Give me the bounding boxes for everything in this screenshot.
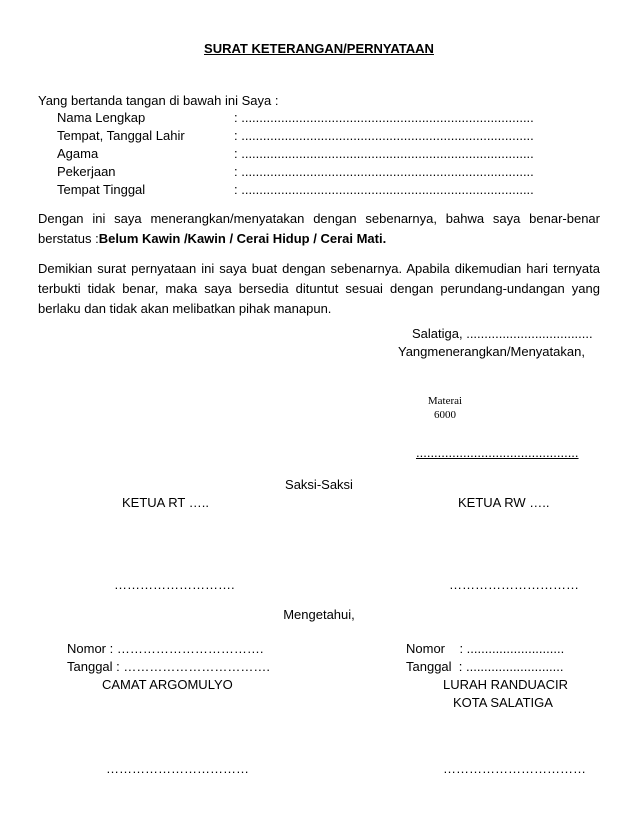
marital-status-options: Belum Kawin /Kawin / Cerai Hidup / Cerai Mati. — [98, 231, 387, 246]
field-value-birth: : ................................................................................. — [234, 128, 534, 143]
field-value-religion: : ................................................................................. — [234, 146, 534, 161]
witness-rw-sign-line: ………………………… — [449, 577, 579, 592]
lurah-nomor: Nomor : ........................... — [406, 641, 565, 656]
field-value-name: : ................................................................................. — [234, 110, 534, 125]
witness-rt-title: KETUA RT ….. — [122, 495, 209, 510]
place-date: Salatiga, ................................... — [412, 326, 593, 341]
lurah-title: LURAH RANDUACIR — [443, 677, 568, 692]
witnesses-heading: Saksi-Saksi — [285, 477, 353, 492]
witness-rt-sign-line: ………………………. — [114, 577, 235, 592]
camat-tanggal: Tanggal : ……………………………. — [67, 659, 270, 674]
status-statement-text: Dengan ini saya menerangkan/menyatakan dengan sebenarnya, bahwa saya benar-benar berstatus : — [38, 211, 600, 246]
intro-text: Yang bertanda tangan di bawah ini Saya : — [38, 93, 279, 108]
closing-paragraph: Demikian surat pernyataan ini saya buat dengan sebenarnya. Apabila dikemudian hari ternyata terbukti tidak benar, maka saya bersedia dituntut sesuai dengan perundang-undangan yang berlaku dan tidak akan melibatkan pihak manapun. — [38, 261, 600, 316]
document-title: SURAT KETERANGAN/PERNYATAAN — [204, 41, 434, 56]
acknowledged-heading: Mengetahui, — [283, 607, 355, 622]
field-label-name: Nama Lengkap — [57, 110, 146, 125]
field-label-birth: Tempat, Tanggal Lahir — [57, 128, 185, 143]
signer-name-line: ............................................. — [416, 445, 579, 460]
status-statement — [38, 209, 600, 249]
stamp-value: 6000 — [434, 409, 456, 421]
camat-title: CAMAT ARGOMULYO — [102, 677, 233, 692]
field-label-religion: Agama — [57, 146, 99, 161]
field-label-address: Tempat Tinggal — [57, 182, 146, 197]
camat-sign-line: …………………………… — [106, 761, 249, 776]
lurah-tanggal: Tanggal : ........................... — [406, 659, 564, 674]
field-value-address: : ................................................................................. — [234, 182, 534, 197]
field-value-occupation: : ................................................................................. — [234, 164, 534, 179]
signer-role: Yangmenerangkan/Menyatakan, — [398, 344, 585, 359]
stamp-label: Materai — [427, 395, 463, 407]
witness-rw-title: KETUA RW ….. — [458, 495, 550, 510]
field-label-occupation: Pekerjaan — [57, 164, 116, 179]
camat-nomor: Nomor : ……………………………. — [67, 641, 264, 656]
lurah-sign-line: …………………………… — [443, 761, 586, 776]
lurah-subtitle: KOTA SALATIGA — [453, 695, 553, 710]
